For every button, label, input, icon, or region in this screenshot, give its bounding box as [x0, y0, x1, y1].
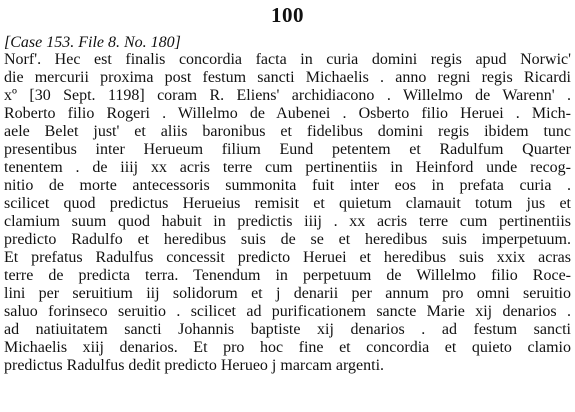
text-line: predictus Radulfus dedit predicto Herueo j marcam argenti. [4, 357, 385, 374]
text-line: lini per seruitium iij solidorum et j denarii per annum pro omni seruitio [4, 285, 571, 302]
text-line: nitio de morte antecessoris summonita fuit inter eos in prefata curia . [4, 177, 571, 194]
text-line: Roberto filio Rogeri . Willelmo de Aubenei . Osberto filio Heruei . Mich- [4, 105, 571, 122]
text-line: tenentem . de iiij xx acris terre cum pertinentiis in Heinford unde recog- [4, 159, 571, 176]
text-line: Michaelis xiij denarios. Et pro hoc fine et concordia et quieto clamio [4, 339, 571, 356]
text-line: presentibus inter Herueum filium Eund petentem et Radulfum Quarter [4, 141, 571, 158]
text-line: clamium suum quod habuit in predictis iiij . xx acris terre cum pertinentiis [4, 213, 571, 230]
text-line: terre de predicta terra. Tenendum in perpetuum de Willelmo filio Roce- [4, 267, 571, 284]
text-line: saluo forinseco seruitio . scilicet ad purificationem sancte Marie xij denarios . [4, 303, 571, 320]
text-line: predicto Radulfo et heredibus suis de se et heredibus suis imperpetuum. [4, 231, 571, 248]
text-line: xº [30 Sept. 1198] coram R. Eliens' archidiacono . Willelmo de Warenn' . [4, 87, 571, 104]
text-line: ad natiuitatem sancti Johannis baptiste xij denarios . ad festum sancti [4, 321, 571, 338]
text-line: scilicet quod predictus Herueius remisit et quietum clamauit totum jus et [4, 195, 571, 212]
case-heading: [Case 153. File 8. No. 180] [4, 34, 181, 51]
text-line: aele Belet just' et aliis baronibus et fidelibus domini regis ibidem tunc [4, 123, 571, 140]
text-line: Norf'. Hec est finalis concordia facta in curia domini regis apud Norwic' [4, 51, 571, 68]
text-line: die mercurii proxima post festum sancti Michaelis . anno regni regis Ricardi [4, 69, 571, 86]
text-line: Et prefatus Radulfus concessit predicto Heruei et heredibus suis xxix acras [4, 249, 571, 266]
page-number: 100 [271, 3, 304, 27]
document-body [4, 51, 571, 375]
